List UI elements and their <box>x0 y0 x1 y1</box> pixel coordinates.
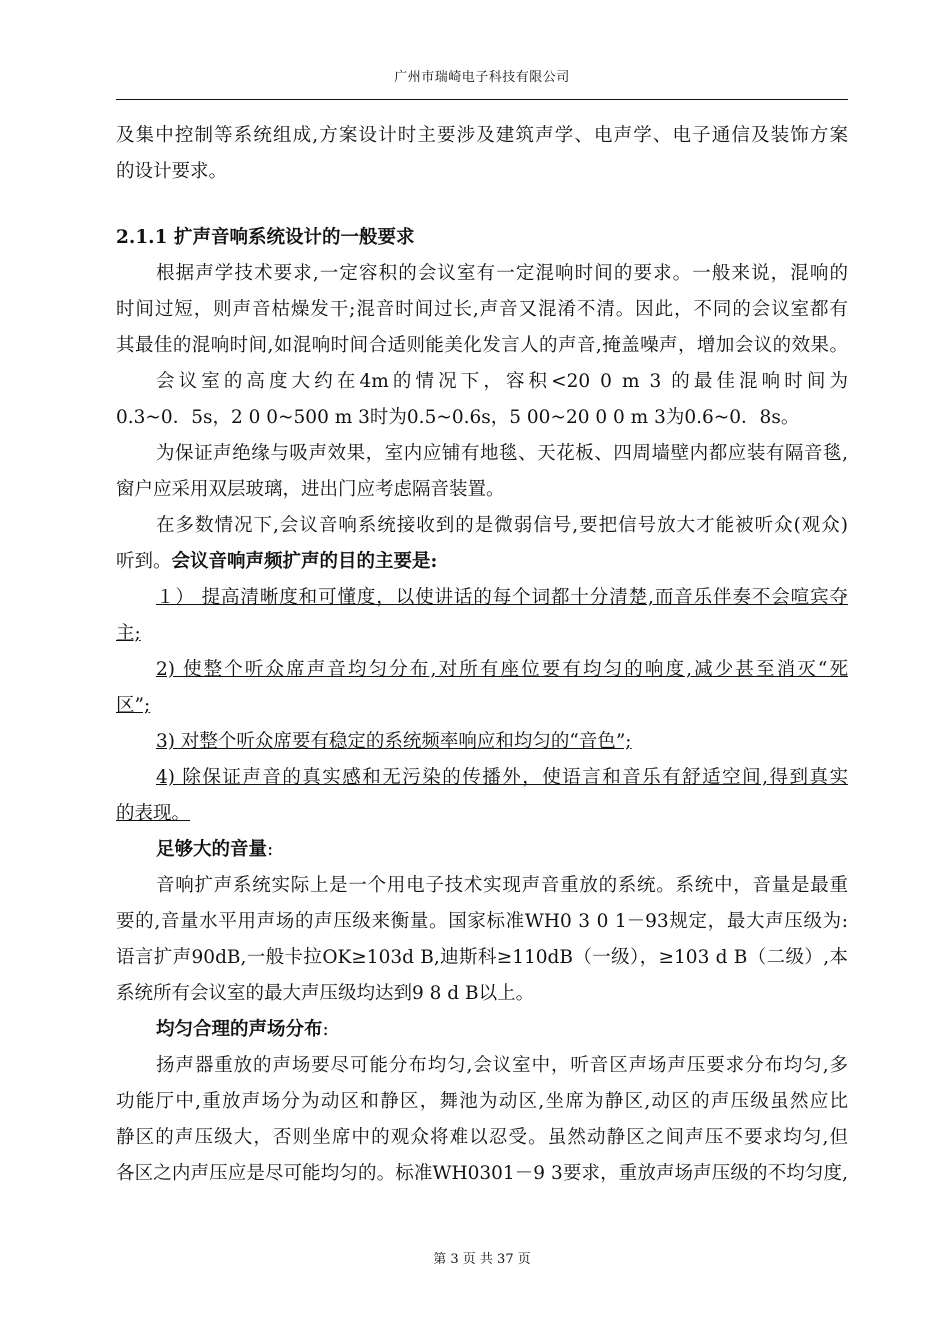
paragraph-line: 音响扩声系统实际上是一个用电子技术实现声音重放的系统。系统中，音量是最重 <box>156 875 848 896</box>
paragraph-text: 听到。 <box>116 551 172 572</box>
paragraph-line <box>116 544 848 580</box>
document-body <box>116 118 848 1192</box>
intro-line: 及集中控制等系统组成,方案设计时主要涉及建筑声学、电声学、电子通信及装饰方案 <box>116 125 848 146</box>
paragraph-line: 要的,音量水平用声场的声压级来衡量。国家标准WH0 3 0 1－93规定，最大声压级为: <box>116 911 848 932</box>
paragraph-line: 窗户应采用双层玻璃，进出门应考虑隔音装置。 <box>116 479 505 500</box>
page-footer <box>116 1248 848 1267</box>
company-name: 广州市瑞崎电子科技有限公司 <box>394 70 570 85</box>
paragraph-line: 各区之内声压应是尽可能均匀的。标准WH0301－9 3要求，重放声场声压级的不均匀度, <box>116 1163 848 1184</box>
paragraph-line: 时间过短，则声音枯燥发干;混音时间过长,声音又混淆不清。因此，不同的会议室都有 <box>116 299 848 320</box>
section-heading: 2.1.1 扩声音响系统设计的一般要求 <box>116 227 415 248</box>
header-rule <box>116 99 848 100</box>
distribution-heading: 均匀合理的声场分布: <box>156 1019 329 1040</box>
paragraph-line: 其最佳的混响时间,如混响时间合适则能美化发言人的声音,掩盖噪声，增加会议的效果。 <box>116 335 848 356</box>
purpose-item-4-cont: 的表现。 <box>116 803 191 824</box>
paragraph-line: 静区的声压级大，否则坐席中的观众将难以忍受。虽然动静区之间声压不要求均匀,但 <box>116 1127 848 1148</box>
purpose-intro-bold: 会议音响声频扩声的目的主要是: <box>171 551 438 572</box>
purpose-item-2-cont: 区”; <box>116 695 151 716</box>
paragraph-line: 根据声学技术要求,一定容积的会议室有一定混响时间的要求。一般来说，混响的 <box>156 263 848 284</box>
volume-heading: 足够大的音量: <box>156 839 274 860</box>
page-number: 第 3 页 共 37 页 <box>433 1252 531 1267</box>
purpose-item-1-cont: 主; <box>116 623 141 644</box>
paragraph-line: 扬声器重放的声场要尽可能分布均匀,会议室中，听音区声场声压要求分布均匀,多 <box>156 1055 848 1076</box>
purpose-item-2: 2) 使整个听众席声音均匀分布,对所有座位要有均匀的响度,减少甚至消灭“死 <box>156 659 848 680</box>
purpose-item-4: 4) 除保证声音的真实感和无污染的传播外，使语言和音乐有舒适空间,得到真实 <box>156 767 848 788</box>
purpose-item-3: 3) 对整个听众席要有稳定的系统频率响应和均匀的“音色”; <box>156 731 632 752</box>
page-header <box>116 66 848 85</box>
paragraph-line: 系统所有会议室的最大声压级均达到9 8 d B以上。 <box>116 983 535 1004</box>
paragraph-line: 0.3~0．5s，2 0 0~500 m 3时为0.5~0.6s，5 00~20 0 0 m 3为0.6~0．8s。 <box>116 407 800 428</box>
paragraph-line: 语言扩声90dB,一般卡拉OK≥103d B,迪斯科≥110dB（一级），≥103 d B（二级）,本 <box>116 947 848 968</box>
intro-line: 的设计要求。 <box>116 161 228 182</box>
paragraph-line: 会议室的高度大约在4m的情况下，容积<20 0 m 3 的最佳混响时间为 <box>156 371 848 392</box>
paragraph-line: 在多数情况下,会议音响系统接收到的是微弱信号,要把信号放大才能被听众(观众) <box>156 515 848 536</box>
paragraph-line: 功能厅中,重放声场分为动区和静区，舞池为动区,坐席为静区,动区的声压级虽然应比 <box>116 1091 848 1112</box>
paragraph-line: 为保证声绝缘与吸声效果，室内应铺有地毯、天花板、四周墙壁内都应装有隔音毯, <box>156 443 848 464</box>
purpose-item-1: １） 提高清晰度和可懂度，以使讲话的每个词都十分清楚,而音乐伴奏不会喧宾夺 <box>156 587 848 608</box>
